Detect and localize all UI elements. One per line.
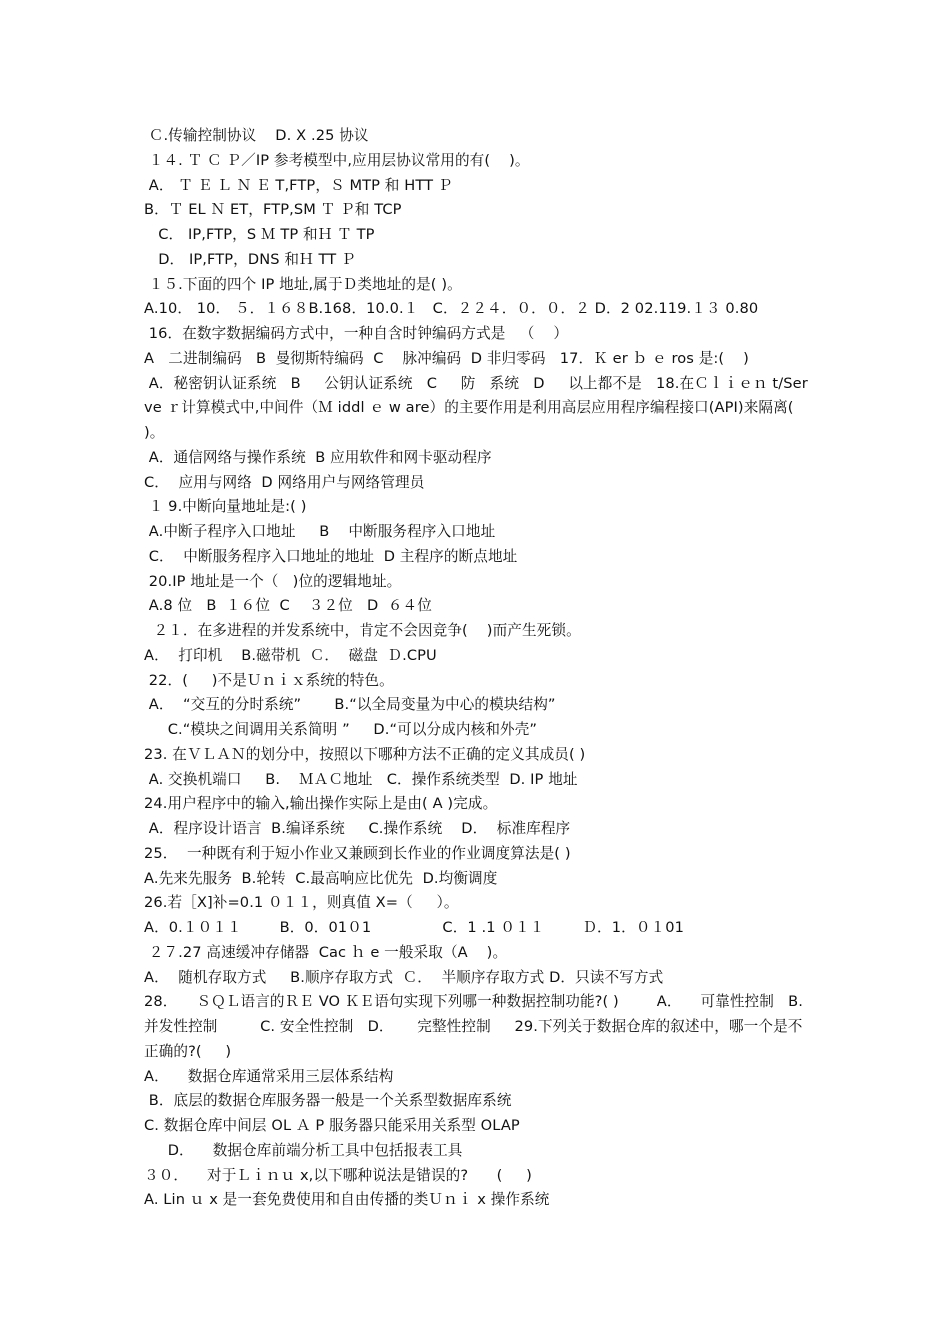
text-line: A 二进制编码 B 曼彻斯特编码 C 脉冲编码 D 非归零码 17．Ｋ er ｂ ｅ ros 是:( ) [144, 349, 749, 367]
text-line: A． 数据仓库通常采用三层体系结构 [144, 1067, 394, 1085]
text-line: D． 数据仓库前端分析工具中包括报表工具 [144, 1141, 463, 1159]
text-line: A． 打印机 B.磁带机 Ｃ． 磁盘 Ｄ.CPU [144, 646, 437, 664]
text-line: A．通信网络与操作系统 B 应用软件和网卡驱动程序 [144, 448, 492, 466]
text-line: C． 应用与网络 D 网络用户与网络管理员 [144, 473, 425, 491]
text-line: A．程序设计语言 B.编译系统 C.操作系统 D． 标准库程序 [144, 820, 571, 837]
text-line: A． 随机存取方式 B.顺序存取方式 Ｃ． 半顺序存取方式 D．只读不写方式 [144, 968, 664, 986]
text-line: A.先来先服务 B.轮转 C.最高响应比优先 D.均衡调度 [144, 869, 498, 887]
text-line: 25． 一种既有利于短小作业又兼顾到长作业的作业调度算法是( ) [144, 844, 571, 862]
text-line: 22．( )不是Ｕｎｉｘ系统的特色。 [144, 671, 394, 689]
text-line: A． “交互的分时系统” B.“以全局变量为中心的模块结构” [144, 696, 556, 714]
text-line: A．0.１０１１ B．0．01０1 C．1 .1 ０１１ Ｄ．1．０１01 [144, 919, 684, 936]
text-line: A.8 位 B １６位 C ３２位 D ６４位 [144, 597, 432, 615]
text-line: 28． ＳＱＬ语言的ＲＥ VO ＫＥ语句实现下列哪一种数据控制功能?( ) A． 可靠性控制 B.并发性控制 C. 安全性控制 D． 完整性控制 29.下列关于数据仓库的叙述中，哪一个是不正确的?( ) [144, 993, 804, 1060]
text-line: A．秘密钥认证系统 B 公钥认证系统 C 防 系统 D 以上都不是 18.在Ｃｌｉｅｎ t/Serve ｒ计算模式中,中间件（Ｍ iddl ｅ w are）的主要作用是利用高层应用程序编程接口(API)来隔离( )。 [144, 374, 808, 441]
text-line: B．底层的数据仓库服务器一般是一个关系型数据库系统 [144, 1092, 512, 1110]
text-line: C． IP,FTP，S Ｍ TP 和Ｈ Ｔ TP [144, 226, 375, 243]
document-body [144, 124, 812, 1213]
text-line: C． 中断服务程序入口地址的地址 D 主程序的断点地址 [144, 547, 518, 565]
text-line: 24.用户程序中的输入,输出操作实际上是由( A )完成。 [144, 795, 498, 813]
text-line: A.中断子程序入口地址 B 中断服务程序入口地址 [144, 523, 496, 540]
text-line: D． IP,FTP，DNS 和Ｈ TT Ｐ [144, 250, 356, 268]
text-line: A． Ｔ Ｅ Ｌ Ｎ Ｅ T,FTP，Ｓ MTP 和 HTT Ｐ [144, 176, 453, 194]
text-line: A. Lin ｕ x 是一套免费使用和自由传播的类Ｕｎｉ x 操作系统 [144, 1191, 550, 1209]
text-line: 20.IP 地址是一个（ )位的逻辑地址。 [144, 572, 402, 590]
text-line: B．Ｔ EL Ｎ ET，FTP,SM Ｔ Ｐ和 TCP [144, 201, 402, 219]
text-line: ２１．在多进程的并发系统中，肯定不会因竞争( )而产生死锁。 [144, 622, 581, 639]
text-line: 23. 在ＶＬＡＮ的划分中，按照以下哪种方法不正确的定义其成员( ) [144, 745, 586, 763]
text-line: １４. Ｔ Ｃ Ｐ／IP 参考模型中,应用层协议常用的有( )。 [144, 151, 530, 169]
text-line: 16．在数字数据编码方式中，一种自含时钟编码方式是 （ ） [144, 325, 569, 342]
text-line: 26.若［X]补=0.1 ０１１，则真值 X=（ ）。 [144, 894, 459, 912]
text-line: A.10． 10． ５．１６８B.168．10.0.１ C．２２４．０．０．２ D．2 02.119.１３ 0.80 [144, 300, 759, 318]
text-line: A. 交换机端口 B. ＭＡＣ地址 C．操作系统类型 D. IP 地址 [144, 770, 578, 788]
text-line: ３０． 对于Ｌｉｎｕ x,以下哪种说法是错误的? ( ) [144, 1166, 532, 1184]
text-line: C. 数据仓库中间层 OL Ａ P 服务器只能采用关系型 OLAP [144, 1117, 520, 1134]
text-line: １５.下面的四个 IP 地址,属于Ｄ类地址的是( )。 [144, 275, 462, 293]
text-line: １ 9.中断向量地址是:( ) [144, 498, 307, 516]
text-line: Ｃ.传输控制协议 D. X .25 协议 [144, 127, 369, 144]
text-line: ２７.27 高速缓冲存储器 Cac ｈ e 一般采取（A )。 [144, 943, 508, 961]
text-line: C.“模块之间调用关系简明 ” D.“可以分成内核和外壳” [144, 721, 538, 738]
